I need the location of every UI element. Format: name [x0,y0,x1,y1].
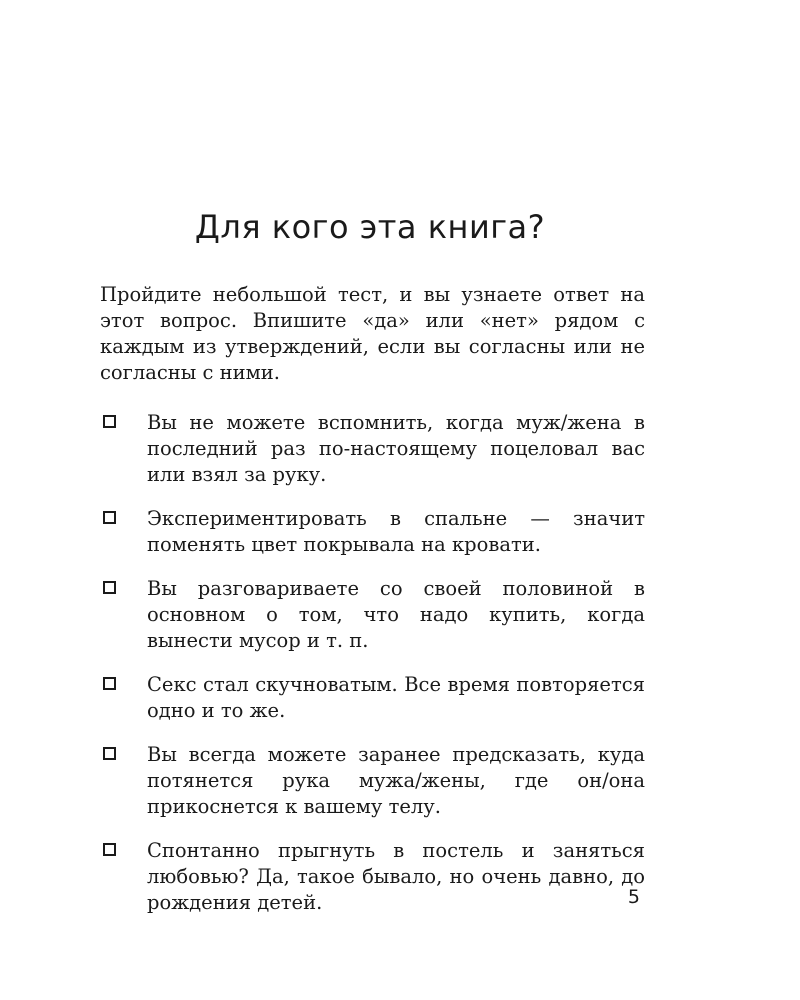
checklist [100,410,645,934]
checklist-item [100,506,645,558]
checkbox-icon[interactable] [103,581,116,594]
checklist-item [100,742,645,820]
checklist-item-text: Вы всегда можете заранее предсказать, куда потянется рука мужа/жены, где он/она прикоснется к вашему телу. [147,743,645,818]
checklist-item [100,410,645,488]
checkbox-icon[interactable] [103,415,116,428]
checklist-item-text: Вы не можете вспомнить, когда муж/жена в последний раз по-настоящему поцеловал вас или взял за руку. [147,411,645,486]
page-title: Для кого эта книга? [194,208,546,246]
checklist-item-text: Секс стал скучноватым. Все время повторяется одно и то же. [147,673,645,722]
intro-paragraph: Пройдите небольшой тест, и вы узнаете ответ на этот вопрос. Впишите «да» или «нет» рядом с каждым из утверждений, если вы согласны или не согласны с ними. [100,283,645,384]
checkbox-icon[interactable] [103,843,116,856]
checkbox-icon[interactable] [103,511,116,524]
checklist-item-text: Спонтанно прыгнуть в постель и заняться любовью? Да, такое бывало, но очень давно, до рождения детей. [147,839,645,914]
checklist-item [100,576,645,654]
checklist-item-text: Экспериментировать в спальне — значит поменять цвет покрывала на кровати. [147,507,645,556]
page-number: 5 [627,886,640,908]
checkbox-icon[interactable] [103,747,116,760]
checklist-item-text: Вы разговариваете со своей половиной в основном о том, что надо купить, когда вынести мусор и т. п. [147,577,645,652]
checklist-item [100,838,645,916]
checklist-item [100,672,645,724]
checkbox-icon[interactable] [103,677,116,690]
